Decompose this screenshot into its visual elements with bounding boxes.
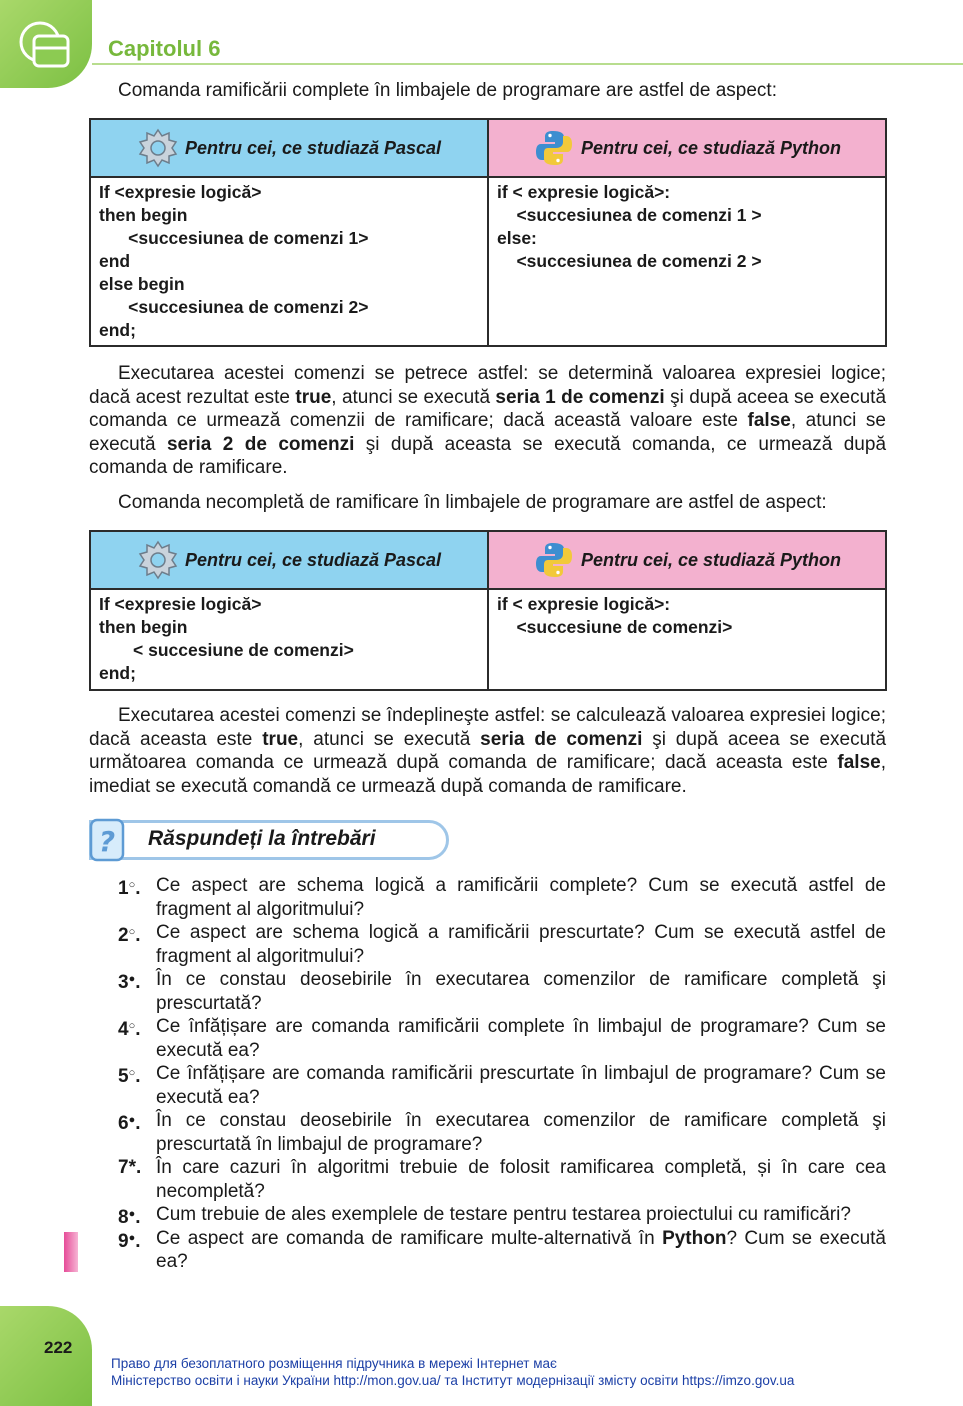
keyword-series-1: seria 1 de comenzi [495,386,665,408]
python-code-cell [488,589,886,690]
python-code-line: <succesiune de comenzi> [497,617,733,637]
question-item [118,1203,886,1227]
pascal-code-cell [90,177,488,346]
difficulty-mark: ● [128,1231,136,1244]
difficulty-mark: ● [128,973,136,985]
python-header-cell [488,119,886,177]
difficulty-mark: ○ [128,926,136,938]
pascal-code-line: < succesiune de comenzi> [99,640,354,660]
pascal-code-line: <succesiunea de comenzi 2> [99,297,369,317]
chapter-title: Capitolul 6 [108,36,221,61]
pascal-code-line: end [99,251,131,271]
keyword-true: true [295,386,332,408]
text-run: , atunci se execută [298,728,481,750]
pascal-code-line: <succesiunea de comenzi 1> [99,228,369,248]
svg-text:?: ? [98,825,116,858]
chapter-corner-tab [0,0,92,88]
difficulty-mark: ○ [128,1020,136,1032]
pascal-code-line: end; [99,320,136,340]
question-item [118,1062,886,1109]
python-code-line: else: [497,228,537,248]
python-code-line: if < expresie logică>: [497,182,671,202]
text-run: , atunci se execută [89,410,886,455]
question-number: 2○. [118,925,141,946]
question-text: Ce aspect are schema logică a ramificării complete? Cum se execută astfel de fragment al algoritmului? [156,875,886,920]
intro-full-branching: Comanda ramificării complete în limbajele de programare are astfel de aspect: [118,80,777,101]
question-item [118,1015,886,1062]
question-text: În ce constau deosebirile în executarea comenzilor de ramificare completă şi prescurtată în limbajul de programare? [156,1110,886,1155]
question-text: Ce înfățișare are comanda ramificării prescurtate în limbajul de programare? Cum se execută ea? [156,1063,886,1108]
question-item [118,968,886,1015]
python-code-cell [488,177,886,346]
question-item [118,1109,886,1156]
keyword-series: seria de comenzi [480,728,643,750]
question-mark-icon [89,818,125,862]
pascal-code-line: If <expresie logică> [99,182,262,202]
question-text: În care cazuri în algoritmi trebuie de folosit ramificarea completă, și în care cea necompletă? [156,1157,886,1202]
question-item [118,874,886,921]
pascal-header-label: Pentru cei, ce studiază Pascal [184,137,442,158]
question-number-digit: 3 [118,972,129,993]
python-logo-icon [533,539,575,581]
question-number-digit: 6 [118,1113,129,1134]
text-run: , atunci se execută [331,386,496,408]
difficulty-mark: ○ [128,1067,136,1079]
question-item [118,921,886,968]
gear-icon [137,539,179,581]
question-item [118,1227,886,1274]
header-rule [92,63,963,65]
difficulty-mark: * [128,1157,136,1178]
partial-branching-explanation [89,704,886,798]
text-run: Executarea acestei comenzi se îndeplineşte astfel: se calculează valoarea expresiei logice; dacă aceasta este [89,705,886,750]
question-number: 7*. [118,1157,142,1178]
question-number-digit: 1 [118,878,129,899]
python-logo-icon [533,127,575,169]
question-text: Ce înfățișare are comanda ramificării complete în limbajul de programare? Cum se execută ea? [156,1016,886,1061]
text-run: şi după aceea se execută comanda ce urmează comenzii de ramificare; dacă această valoare este [89,386,887,431]
question-number: 5○. [118,1066,141,1087]
python-code-line: <succesiunea de comenzi 2 > [497,251,762,271]
question-number: 3●. [118,972,141,993]
pascal-header-cell [90,531,488,589]
text-run: Executarea acestei comenzi se petrece astfel: se determină valoarea expresiei logice; dacă acest rezultat este [89,363,886,408]
question-number-digit: 9 [118,1230,129,1252]
keyword-true: true [262,728,299,750]
full-branching-explanation [89,362,886,480]
question-number: 6●. [118,1113,141,1134]
pascal-code-line: then begin [99,617,188,637]
keyword-false: false [747,410,791,431]
text-run: şi după aceea se execută următoarea comanda ce urmează după comanda de ramificare; dacă aceasta este [89,728,887,773]
keyword-python: Python [662,1227,727,1249]
pascal-code-line: If <expresie logică> [99,594,262,614]
footer-copyright [111,1355,911,1389]
question-number-digit: 4 [118,1019,129,1040]
python-header-label: Pentru cei, ce studiază Python [580,137,842,158]
question-number-digit: 2 [118,925,129,946]
keyword-series-2: seria 2 de comenzi [166,433,355,455]
python-code-line: if < expresie logică>: [497,594,671,614]
text-run: , imediat se execută comandă ce urmează după comanda de ramificare. [89,752,886,797]
pascal-code-line: end; [99,663,136,683]
partial-branching-table [89,530,887,691]
question-text: Cum trebuie de ales exemplele de testare pentru testarea proiectului cu ramificări? [156,1204,851,1225]
questions-title: Răspundeți la întrebări [148,827,376,850]
footer-line-1: Право для безоплатного розміщення підручника в мережі Інтернет має [111,1356,557,1371]
footer-line-2: Міністерство освіти і науки України http://mon.gov.ua/ та Інститут модернізації змісту освіти https://imzo.gov.ua [111,1373,795,1388]
python-code-line: <succesiunea de comenzi 1 > [497,205,762,225]
intro-partial-branching: Comanda necompletă de ramificare în limbajele de programare are astfel de aspect: [118,492,827,513]
question-number: 9●. [118,1230,141,1252]
pascal-code-cell [90,589,488,690]
difficulty-mark: ● [128,1114,136,1126]
question-number: 4○. [118,1019,141,1040]
question-number-digit: 7 [118,1157,129,1178]
question-text: Ce aspect are schema logică a ramificării prescurtate? Cum se execută astfel de fragment al algoritmului? [156,922,886,967]
pink-margin-marker [64,1232,78,1272]
pascal-header-cell [90,119,488,177]
question-text: ? Cum se execută ea? [156,1227,886,1272]
python-header-label: Pentru cei, ce studiază Python [580,549,842,570]
pascal-code-line: else begin [99,274,185,294]
question-number-digit: 5 [118,1066,129,1087]
question-item [118,1156,886,1203]
question-number-digit: 8 [118,1207,129,1228]
question-number: 1○. [118,878,141,899]
full-branching-table [89,118,887,347]
question-text: În ce constau deosebirile în executarea comenzilor de ramificare completă şi prescurtată? [156,969,886,1014]
question-text: Ce aspect are comanda de ramificare multe-alternativă în [156,1227,663,1249]
python-header-cell [488,531,886,589]
text-run: şi după aceasta se execută comanda, ce urmează după comanda de ramificare. [89,433,887,478]
gear-icon [137,127,179,169]
keyword-false: false [837,752,881,773]
page-number: 222 [44,1338,73,1357]
computer-chapter-icon [18,20,76,72]
pascal-header-label: Pentru cei, ce studiază Pascal [184,549,442,570]
question-number: 8●. [118,1207,141,1228]
difficulty-mark: ● [128,1208,136,1220]
pascal-code-line: then begin [99,205,188,225]
difficulty-mark: ○ [128,879,136,891]
questions-list [118,874,886,1274]
